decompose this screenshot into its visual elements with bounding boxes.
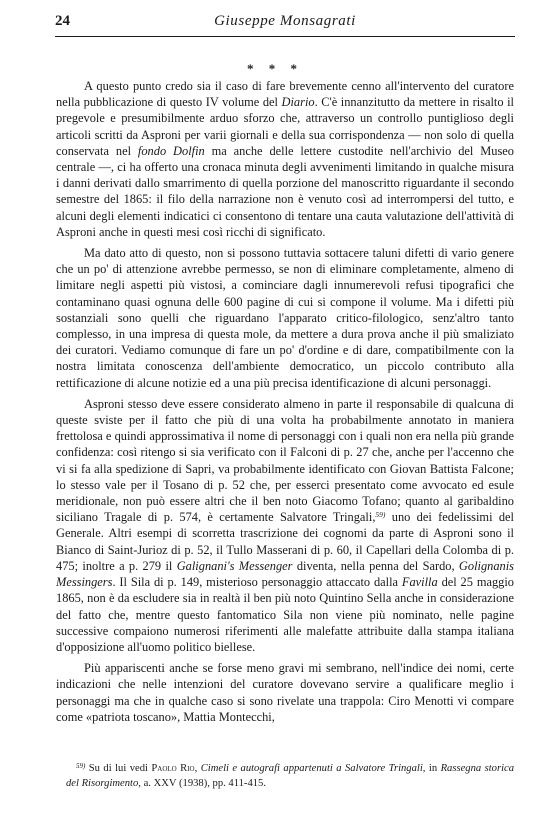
page-header xyxy=(55,9,515,37)
paragraph-3: Asproni stesso deve essere considerato almeno in parte il responsabile di qualcuna di queste sviste per il fatto che più di una volta ha probabilmente annotato in maniera frettolosa e quindi approssimativa il nome di personaggi con i quali non era nella più grande confidenza: così ritengo si sia verificato con il Falconi di p. 27 che, anche per l'accenno che vi si fa alla spedizione di Sapri, va probabilmente identificato con Giovan Battista Falcone; lo stesso vale per il Tosano di p. 52 che, per esserci presentato come avvocato ed esule meridionale, non può essere altri che il ben noto Giacomo Tofano; quanto al garibaldino siciliano Tragale di p. 574, è certamente Salvatore Tringali,$^{59)}$ uno dei fedelissimi del Generale. Altri esempi di scorretta trascrizione dei cognomi da parte di Asproni sono il Bianco di Saint-Jurioz di p. 52, il Tullo Masserani di p. 60, il Capellari della Colomba di p. 475; inoltre a p. 279 il Galignani's Messenger diventa, nella penna del Sardo, Golignanis Messingers. Il Sila di p. 149, misterioso personaggio attaccato dalla Favilla del 25 maggio 1865, non è da escludere sia in realtà il ben più noto Quintino Sella anche in considerazione del fatto che, mentre questo fantomatico Sila non viene più nominato, nelle pagine successive compaiono numerosi riferimenti alle malefatte attribuite dalla stampa italiana d'opposizione all'uomo politico biellese. xyxy=(56,396,514,654)
body-text xyxy=(56,78,514,730)
section-break-asterisks: * * * xyxy=(247,61,303,76)
page-number: 24 xyxy=(55,13,70,29)
header-rule xyxy=(55,36,515,37)
paragraph-2: Ma dato atto di questo, non si possono tuttavia sottacere taluni difetti di vario genere che un po' di attenzione avrebbe permesso, se non di eliminare completamente, almeno di limitare negli aspetti più vistosi, a cominciare dagli innumerevoli refusi tipografici che contaminano quasi ognuna delle 600 pagine di cui si compone il volume. Ma i difetti più sostanziali sono quelli che riguardano l'apparato critico-filologico, senz'altro tanto complesso, in una impresa di questa mole, da mettere a dura prova anche il più smaliziato dei curatori. Vediamo comunque di fare un po' d'ordine e di dare, compatibilmente con la nostra limitata conoscenza dell'ambiente democratico, un piccolo contributo alla rettificazione di alcune notizie ed a una più precisa identificazione di alcuni personaggi. xyxy=(56,246,514,390)
footnote: $^{59)}$ Su di lui vedi Paolo Rio, Cimeli e autografi appartenuti a Salvatore Tringali, in Rassegna storica del Risorgimento, a. XXV (1938), pp. 411-415. xyxy=(66,762,515,789)
footnote-title: Cimeli e autografi appartenuti a Salvatore Tringali xyxy=(200,763,423,774)
footnote-author: Paolo Rio xyxy=(151,763,195,774)
footnote-number: 59) xyxy=(76,762,86,770)
running-title: Giuseppe Monsagrati xyxy=(214,13,356,29)
footnote-reference: 59) xyxy=(375,510,386,520)
paragraph-4: Più appariscenti anche se forse meno gravi mi sembrano, nell'indice dei nomi, certe indicazioni che nelle intenzioni del curatore dovevano servire a qualificare meglio i personaggi ma che in qualche caso si sono rivelate una trappola: Ciro Menotti vi compare come «patriota toscano», Mattia Montecchi, xyxy=(56,661,514,724)
footnote-journal: Rassegna storica del Risorgimento xyxy=(66,763,515,789)
paragraph-1: A questo punto credo sia il caso di fare brevemente cenno all'intervento del curatore nella pubblicazione di questo IV volume del Diario. C'è innanzitutto da mettere in risalto il pregevole e presumibilmente arduo sforzo che, attraverso un controllo puntiglioso degli articoli scritti da Asproni per varii giornali e della sua corrispondenza — non solo di quella conservata nel fondo Dolfin ma anche delle lettere custodite nell'archivio del Museo centrale —, ci ha offerto una cronaca minuta degli avvenimenti limitando in qualche misura i danni derivati dallo smarrimento di quella porzione del manoscritto riguardante il secondo semestre del 1865: il filo della narrazione non è venuto così ad interrompersi del tutto, e alcuni degli elementi indicatici ci consentono di tentare una cauta valutazione dell'attività di Asproni anche in questi mesi così ricchi di significato. xyxy=(56,79,514,239)
